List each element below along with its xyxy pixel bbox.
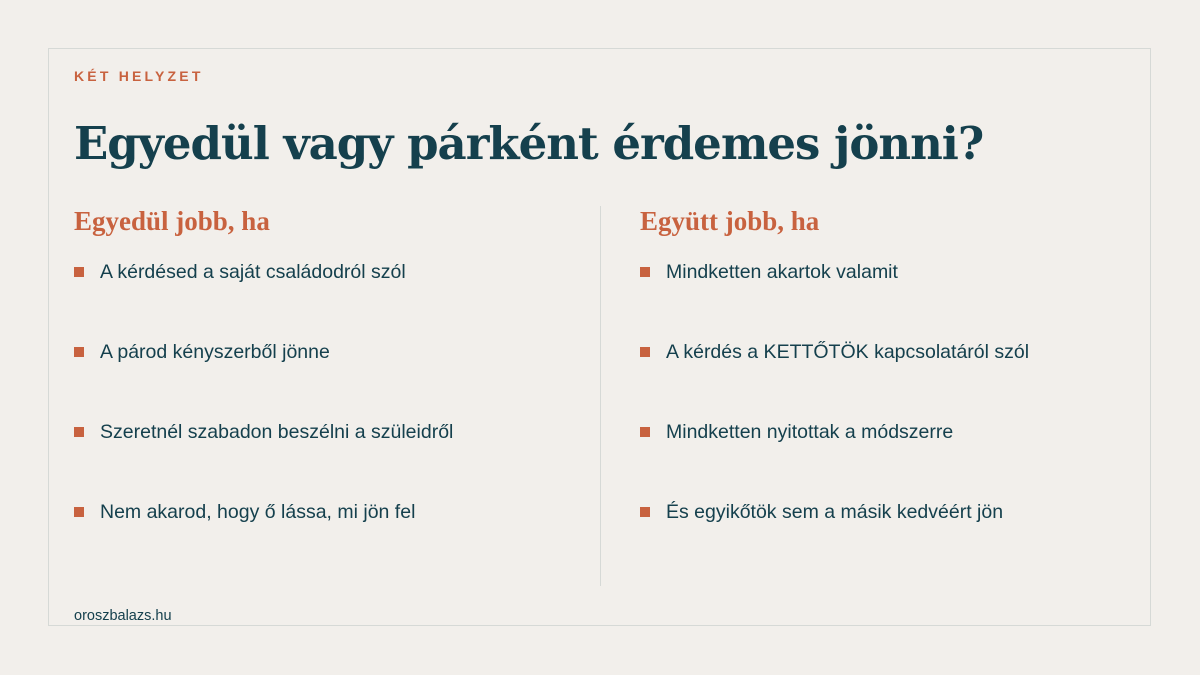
list-item-text: És egyikőtök sem a másik kedvéért jön bbox=[666, 501, 1004, 523]
square-bullet-icon bbox=[640, 347, 650, 357]
right-column-list bbox=[640, 258, 1160, 578]
column-divider bbox=[600, 206, 601, 586]
list-item bbox=[640, 418, 1160, 498]
list-item bbox=[74, 338, 594, 418]
square-bullet-icon bbox=[74, 347, 84, 357]
list-item-text: A kérdés a KETTŐTÖK kapcsolatáról szól bbox=[666, 341, 1030, 363]
list-item-text: Nem akarod, hogy ő lássa, mi jön fel bbox=[100, 501, 416, 523]
square-bullet-icon bbox=[640, 507, 650, 517]
left-column bbox=[74, 202, 574, 523]
list-item-text: Mindketten akartok valamit bbox=[666, 261, 898, 283]
square-bullet-icon bbox=[74, 507, 84, 517]
left-column-heading: Egyedül jobb, ha bbox=[74, 206, 270, 236]
list-item-text: Szeretnél szabadon beszélni a szüleidről bbox=[100, 421, 454, 443]
right-column bbox=[640, 202, 1140, 523]
square-bullet-icon bbox=[74, 267, 84, 277]
list-item-text: A kérdésed a saját családodról szól bbox=[100, 261, 406, 283]
footer-url[interactable]: oroszbalazs.hu bbox=[74, 608, 172, 624]
square-bullet-icon bbox=[74, 427, 84, 437]
square-bullet-icon bbox=[640, 267, 650, 277]
list-item bbox=[74, 498, 594, 578]
right-column-heading: Együtt jobb, ha bbox=[640, 206, 820, 236]
left-column-list bbox=[74, 258, 594, 578]
list-item-text: Mindketten nyitottak a módszerre bbox=[666, 421, 954, 443]
slide-title: Egyedül vagy párként érdemes jönni? bbox=[74, 117, 984, 170]
list-item bbox=[74, 258, 594, 338]
list-item bbox=[640, 498, 1160, 578]
list-item-text: A párod kényszerből jönne bbox=[100, 341, 330, 363]
list-item bbox=[74, 418, 594, 498]
eyebrow-label: KÉT HELYZET bbox=[74, 68, 204, 84]
list-item bbox=[640, 338, 1160, 418]
list-item bbox=[640, 258, 1160, 338]
square-bullet-icon bbox=[640, 427, 650, 437]
